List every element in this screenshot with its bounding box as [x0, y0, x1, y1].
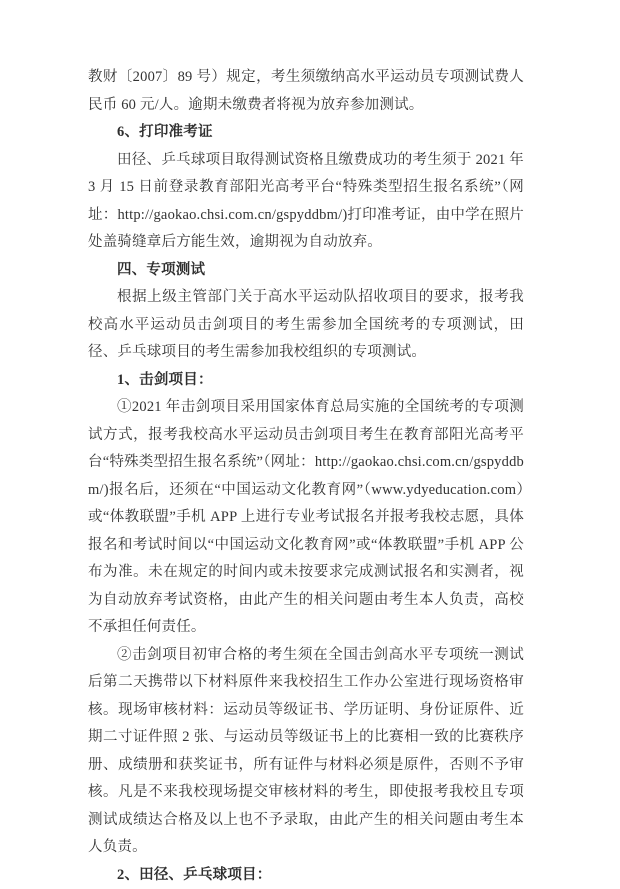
paragraph-fee-continuation: 教财〔2007〕89 号）规定，考生须缴纳高水平运动员专项测试费人民币 60 元/人。逾期未缴费者将视为放弃参加测试。	[88, 64, 524, 119]
heading-section-special-test: 四、专项测试	[88, 257, 524, 285]
heading-print-admission-ticket: 6、打印准考证	[88, 119, 524, 147]
heading-track-tabletennis-project: 2、田径、乒乓球项目：	[88, 862, 524, 889]
paragraph-special-test-intro: 根据上级主管部门关于高水平运动队招收项目的要求，报考我校高水平运动员击剑项目的考生需参加全国统考的专项测试，田径、乒乓球项目的考生需参加我校组织的专项测试。	[88, 284, 524, 367]
paragraph-fencing-onsite-review: ②击剑项目初审合格的考生须在全国击剑高水平专项统一测试后第二天携带以下材料原件来我校招生工作办公室进行现场资格审核。现场审核材料：运动员等级证书、学历证明、身份证原件、近期二寸证件照 2 张、与运动员等级证书上的比赛相一致的比赛秩序册、成绩册和获奖证书，所有证件与材料必须是原件，否则不予审核。凡是不来我校现场提交审核材料的考生，即使报考我校且专项测试成绩达合格及以上也不予录取，由此产生的相关问题由考生本人负责。	[88, 642, 524, 862]
paragraph-print-admission-ticket: 田径、乒乓球项目取得测试资格且缴费成功的考生须于 2021 年 3 月 15 日前登录教育部阳光高考平台“特殊类型招生报名系统”（网址：http://gaokao.chsi.com.cn/gspyddbm/)打印准考证，由中学在照片处盖骑缝章后方能生效，逾期视为自动放弃。	[88, 147, 524, 257]
paragraph-fencing-registration: ①2021 年击剑项目采用国家体育总局实施的全国统考的专项测试方式，报考我校高水平运动员击剑项目考生在教育部阳光高考平台“特殊类型招生报名系统”（网址：http://gaokao.chsi.com.cn/gspyddbm/)报名后，还须在“中国运动文化教育网”（www.ydyeducation.com）或“体教联盟”手机 APP 上进行专业考试报名并报考我校志愿，具体报名和考试时间以“中国运动文化教育网”或“体教联盟”手机 APP 公布为准。未在规定的时间内或未按要求完成测试报名和实测者，视为自动放弃考试资格，由此产生的相关问题由考生本人负责，高校不承担任何责任。	[88, 394, 524, 642]
document-text-block	[88, 64, 524, 889]
heading-fencing-project: 1、击剑项目：	[88, 367, 524, 395]
